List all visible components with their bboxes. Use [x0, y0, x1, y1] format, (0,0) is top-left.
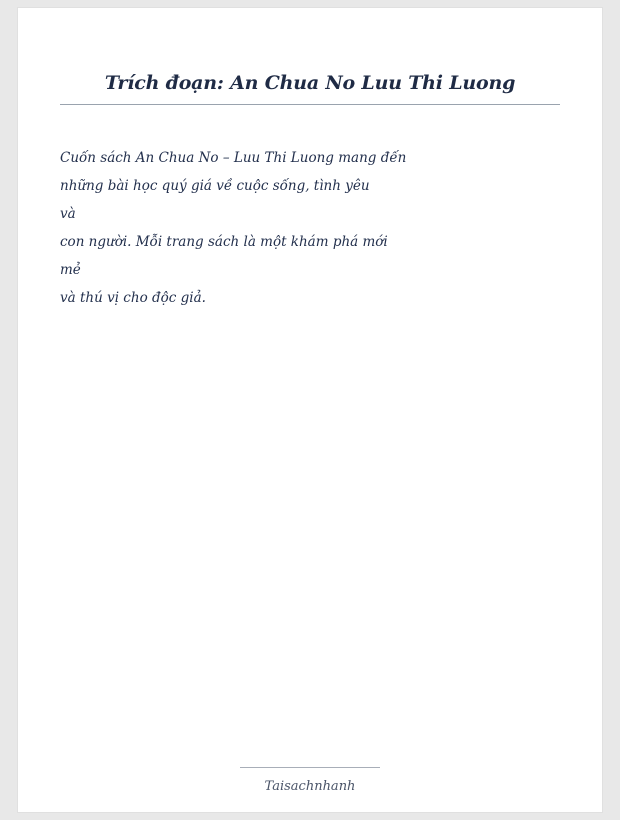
body-line: con người. Mỗi trang sách là một khám phá mới	[60, 234, 388, 250]
body-line: Cuốn sách An Chua No – Luu Thi Luong mang đến	[60, 150, 407, 166]
body-line: mẻ	[60, 262, 81, 278]
document-content	[18, 8, 602, 812]
document-body	[60, 144, 530, 312]
footer-divider	[240, 767, 380, 768]
body-line: những bài học quý giá về cuộc sống, tình yêu	[60, 178, 370, 194]
footer-attribution: Taisachnhanh	[264, 779, 356, 794]
page-title: Trích đoạn: An Chua No Luu Thi Luong	[104, 72, 516, 94]
document-page	[18, 8, 602, 812]
body-line: và thú vị cho độc giả.	[60, 290, 206, 306]
title-divider	[60, 104, 560, 105]
body-line: và	[60, 206, 76, 222]
